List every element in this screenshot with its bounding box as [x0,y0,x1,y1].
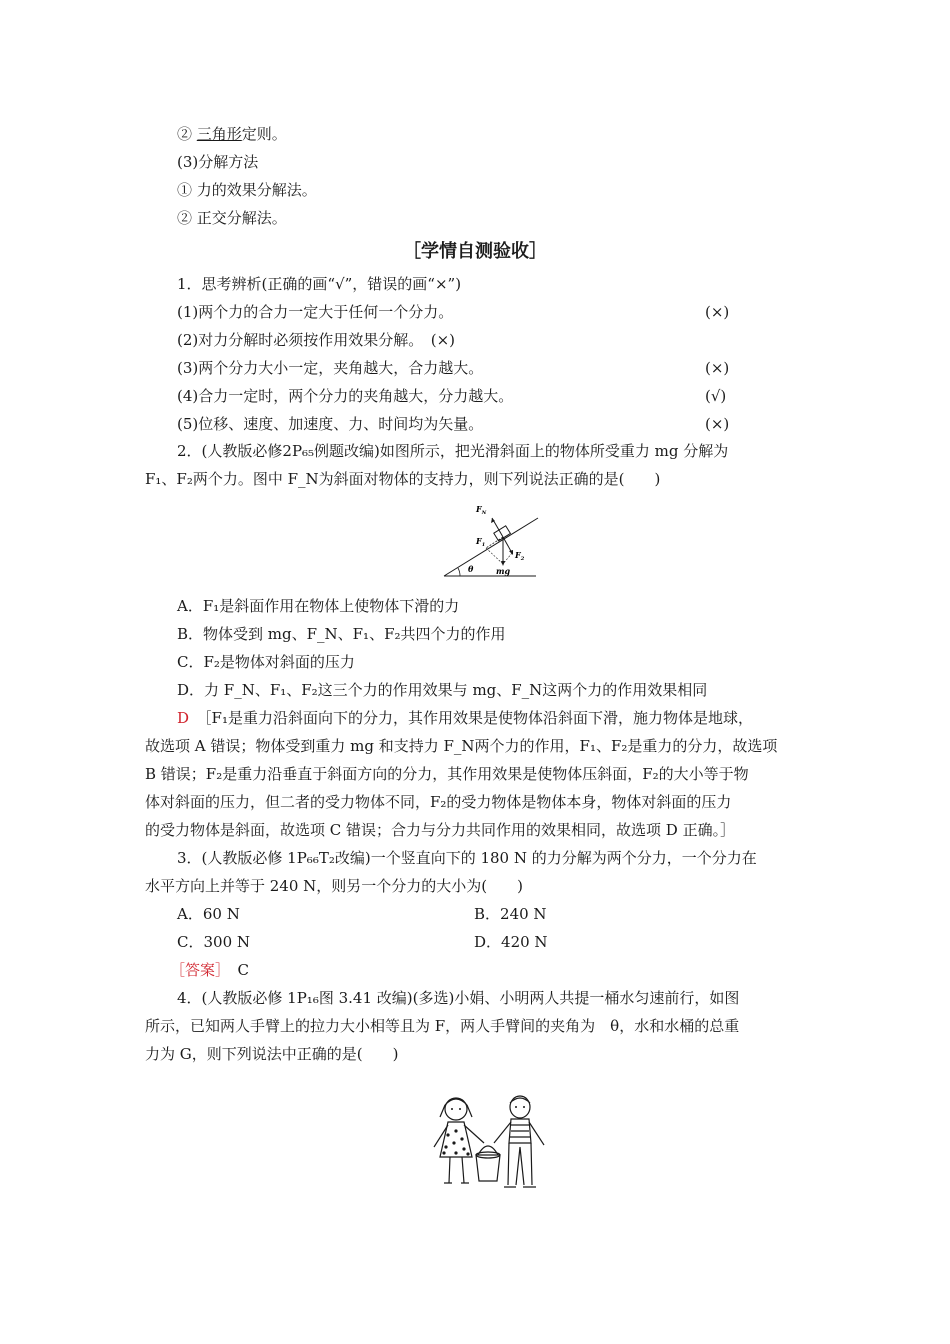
q4-stem-line-2: 所示，已知两人手臂上的拉力大小相等且为 F，两人手臂间的夹角为 θ，水和水桶的总重 [145,1017,740,1035]
boy-head [510,1096,530,1118]
children-carrying-bucket-illustration [428,1095,552,1195]
q1-item-4: (4)合力一定时，两个分力的夹角越大，分力越大。 [177,387,514,405]
label-f1: $F_1$ [476,536,486,548]
q1-item-1: (1)两个力的合力一定大于任何一个分力。 [177,303,454,321]
q2-stem-line-2: F₁、F₂两个力。图中 F_N为斜面对物体的支持力，则下列说法正确的是( ) [145,470,661,488]
label-fn: $F_N$ [476,504,487,516]
q1-item-5: (5)位移、速度、加速度、力、时间均为矢量。 [177,415,484,433]
q1-item-5-mark: (×) [705,415,730,433]
intro-line-1: ② 三角形定则。 [177,125,287,143]
q4-stem-line-3: 力为 G，则下列说法中正确的是( ) [145,1045,399,1063]
faces [451,1106,525,1110]
q1-item-1-mark: (×) [705,303,730,321]
q2-option-d: D．力 F_N、F₁、F₂这三个力的作用效果与 mg、F_N这两个力的作用效果相同 [177,681,708,699]
girl-left-arm [434,1125,448,1147]
intro-line-2: (3)分解方法 [177,153,259,171]
incline-force-diagram [440,500,540,580]
q3-stem-line-1: 3．(人教版必修 1P₆₆T₂改编)一个竖直向下的 180 N 的力分解为两个分力，一个分力在 [177,849,757,867]
q3-answer [170,960,249,980]
q3-option-c: C．300 N [177,933,251,951]
q1-item-4-mark: (√) [705,387,727,405]
q3-option-a: A．60 N [177,905,240,923]
q2-stem-line-1: 2．(人教版必修2P₆₅例题改编)如图所示，把光滑斜面上的物体所受重力 mg 分解为 [177,442,729,460]
answer-value: C [237,961,250,979]
block [494,526,511,541]
angle-arc [458,568,460,576]
incline-line [444,518,538,576]
label-f2: $F_2$ [515,550,525,562]
girl-right-leg [462,1157,464,1183]
q3-option-d: D．420 N [474,933,548,951]
q3-stem-line-2: 水平方向上并等于 240 N，则另一个分力的大小为( ) [145,877,523,895]
label-theta: θ [468,564,474,574]
q1-item-3-mark: (×) [705,359,730,377]
q2-explanation-line-4: 体对斜面的压力，但二者的受力物体不同，F₂的受力物体是物体本身，物体对斜面的压力 [145,793,732,811]
q2-option-b: B．物体受到 mg、F_N、F₁、F₂共四个力的作用 [177,625,506,643]
dashed-parallelogram-1 [486,548,503,564]
q2-answer-letter: D [177,709,190,727]
dashed-parallelogram-2 [503,553,512,564]
q3-option-b: B．240 N [474,905,547,923]
q4-stem-line-1: 4．(人教版必修 1P₁₆图 3.41 改编)(多选)小娟、小明两人共提一桶水匀速前行，如图 [177,989,740,1007]
girl-left-leg [449,1157,450,1183]
q2-option-c: C．F₂是物体对斜面的压力 [177,653,355,671]
intro-line-4: ② 正交分解法。 [177,209,287,227]
q2-explanation-line-2: 故选项 A 错误；物体受到重力 mg 和支持力 F_N两个力的作用，F₁、F₂是重力的分力，故选项 [145,737,778,755]
boy-shirt-stripes [510,1125,530,1137]
q2-explanation-line-3: B 错误；F₂是重力沿垂直于斜面方向的分力，其作用效果是使物体压斜面，F₂的大小等于物 [145,765,749,783]
label-mg: mg [496,566,511,576]
boy-left-arm [494,1122,511,1143]
q1-item-3: (3)两个分力大小一定，夹角越大，合力越大。 [177,359,484,377]
q2-explanation-line-5: 的受力物体是斜面，故选项 C 错误；合力与分力共同作用的效果相同，故选项 D 正确。］ [145,821,736,839]
section-title: ［学情自测验收］ [403,241,547,262]
answer-label: ［答案］ [170,961,223,979]
intro-line-3: ① 力的效果分解法。 [177,181,317,199]
underlined-term: 三角形 [196,125,242,143]
girl-hair [445,1099,467,1105]
boy-trousers [508,1143,532,1185]
q2-option-a: A．F₁是斜面作用在物体上使物体下滑的力 [177,597,460,615]
q1-stem: 1．思考辨析(正确的画“√”，错误的画“×”) [177,275,462,293]
q1-item-2: (2)对力分解时必须按作用效果分解。 (×) [177,331,456,349]
bucket-handle [478,1146,498,1155]
q2-explanation-line-1: D ［F₁是重力沿斜面向下的分力，其作用效果是使物体沿斜面下滑，施力物体是地球， [177,709,753,727]
dress-dots [442,1129,469,1155]
bucket [476,1155,500,1181]
